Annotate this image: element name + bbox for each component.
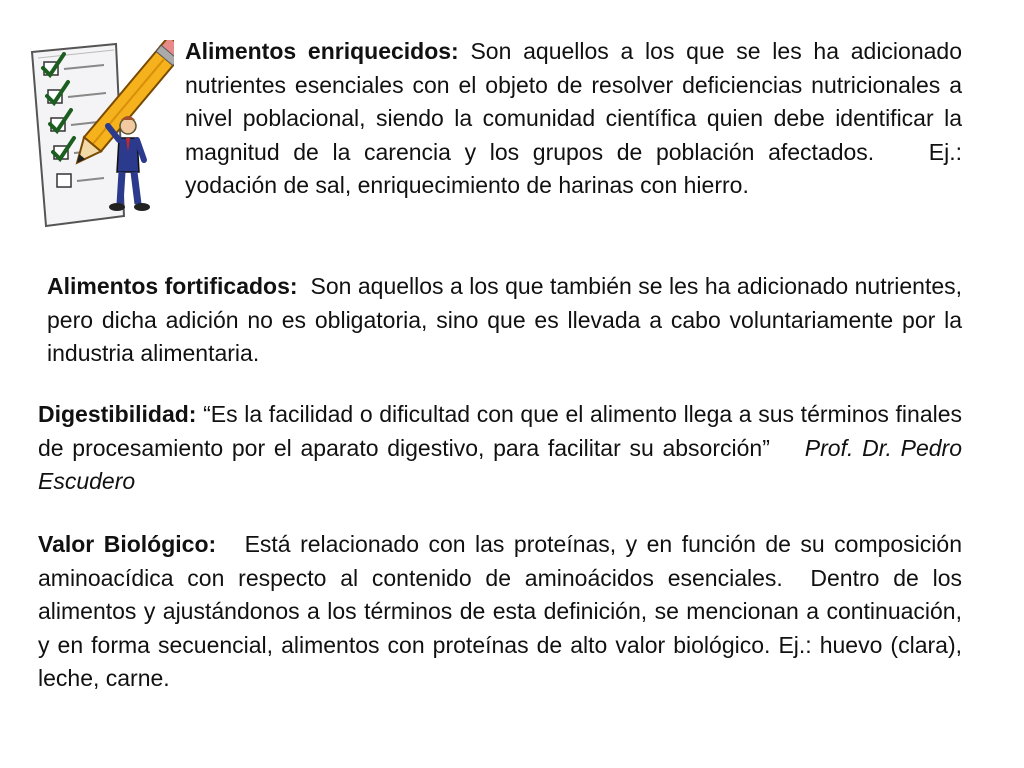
definition-enriched-foods xyxy=(185,35,962,203)
term-label: Valor Biológico: xyxy=(38,531,217,557)
definition-text: Son aquellos a los que también se les ha adicionado nutrientes, pero dicha adición no es obligatoria, sino que es llevada a cabo voluntariamente por la industria alimentaria. xyxy=(47,273,963,366)
term-label: Digestibilidad: xyxy=(38,401,197,427)
definition-biological-value xyxy=(38,528,962,696)
definition-digestibility xyxy=(38,398,962,499)
term-label: Alimentos fortificados: xyxy=(47,273,298,299)
definition-text: “Es la facilidad o dificultad con que el alimento llega a sus términos finales de procesamiento por el aparato digestivo, para facilitar su absorción” xyxy=(38,401,963,461)
definition-text: Está relacionado con las proteínas, y en función de su composición aminoacídica con respecto al contenido de aminoácidos esenciales. xyxy=(38,531,962,591)
definition-text: Son aquellos a los que se les ha adicionado nutrientes esenciales con el objeto de resolver deficiencias nutricionales a nivel poblacional, siendo la comunidad científica quien debe identificar la magnitud de la carencia y los grupos de población afectados. xyxy=(185,38,963,165)
definition-example: Ej.: yodación de sal, enriquecimiento de harinas con hierro. xyxy=(185,138,962,198)
checklist-with-pencil-icon xyxy=(24,40,174,230)
term-label: Alimentos enriquecidos: xyxy=(185,38,459,64)
definition-text-continued: Dentro de los alimentos y ajustándonos a los términos de esta definición, se mencionan a continuación, y en forma secuencial, alimentos con proteínas de alto valor biológico. Ej.: huevo (clara), leche, carne. xyxy=(38,564,962,691)
definition-fortified-foods xyxy=(47,270,962,371)
quote-author: Prof. Dr. Pedro Escudero xyxy=(38,434,963,494)
